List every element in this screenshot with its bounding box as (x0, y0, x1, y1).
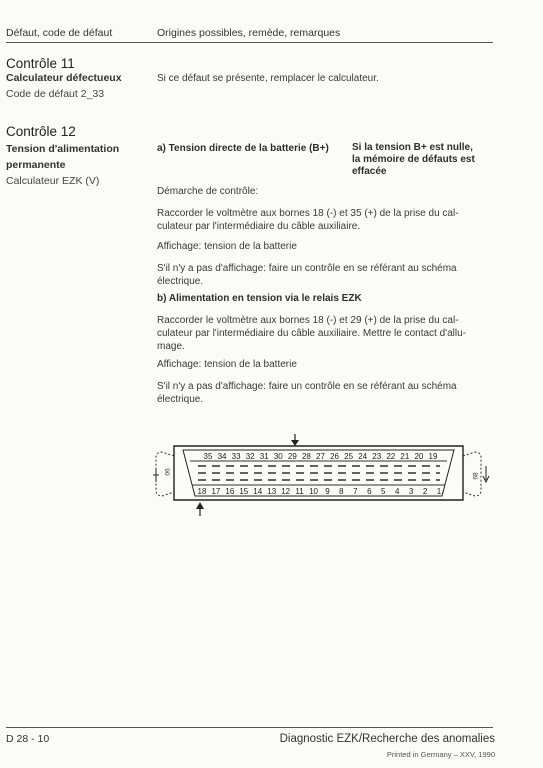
pin-2-label: 2 (422, 487, 428, 496)
section-a-no-display (157, 262, 482, 288)
pin-25-label: 25 (344, 452, 354, 461)
battery-note-line-3: effacée (352, 166, 387, 177)
section-b-instruction-line-3: mage. (157, 341, 185, 352)
pin-35-label: 35 (203, 452, 213, 461)
section-b-no-display-line-1: S'il n'y a pas d'affichage: faire un contrôle en se référant au schéma (157, 381, 457, 392)
section-a-no-display-line-1: S'il n'y a pas d'affichage: faire un contrôle en se référant au schéma (157, 263, 457, 274)
right-side-arrow-icon (483, 466, 489, 482)
control-11-code: Code de défaut 2_33 (6, 88, 105, 100)
column-header-origines: Origines possibles, remède, remarques (157, 27, 341, 39)
control-12-subtitle-1: Tension d'alimentation (6, 143, 120, 155)
control-11-subtitle: Calculateur défectueux (6, 72, 122, 84)
pin-19-label: 19 (428, 452, 438, 461)
pin-17-label: 17 (211, 487, 221, 496)
section-a-instruction-line-1: Raccorder le voltmètre aux bornes 18 (-) et 35 (+) de la prise du cal- (157, 208, 459, 219)
section-b-instruction (157, 314, 482, 353)
pin-29-label: 29 (287, 452, 297, 461)
pin-8-label: 8 (339, 487, 344, 496)
pin-15-label: 15 (239, 487, 249, 496)
control-12-subtitle-2: permanente (6, 159, 66, 171)
connector-bottom-pin-row (198, 487, 442, 496)
footer-rule (6, 727, 493, 728)
arrow-pin-29-icon (291, 434, 299, 446)
footer-title: Diagnostic EZK/Recherche des anomalies (279, 733, 495, 745)
section-b-no-display (157, 380, 482, 406)
control-11-remedy: Si ce défaut se présente, remplacer le calculateur. (157, 73, 379, 84)
pin-16-label: 16 (225, 487, 235, 496)
section-b-no-display-line-2: électrique. (157, 394, 204, 405)
section-b-instruction-line-1: Raccorder le voltmètre aux bornes 18 (-) et 29 (+) de la prise du cal- (157, 315, 459, 326)
battery-note-line-2: la mémoire de défauts est (352, 154, 475, 165)
section-b-instruction-line-2: culateur par l'intermédiaire du câble auxiliaire. Mettre le contact d'allu- (157, 328, 466, 339)
section-a-title: a) Tension directe de la batterie (B+) (157, 143, 329, 154)
battery-note (352, 142, 475, 178)
pin-24-label: 24 (358, 452, 368, 461)
page-number: D 28 - 10 (6, 733, 50, 745)
pin-13-label: 13 (267, 487, 277, 496)
pin-3-label: 3 (408, 487, 414, 496)
pin-18-label: 18 (197, 487, 207, 496)
pin-31-label: 31 (259, 452, 269, 461)
pin-21-label: 21 (400, 452, 410, 461)
section-a-no-display-line-2: électrique. (157, 276, 204, 287)
section-b-title: b) Alimentation en tension via le relais EZK (157, 293, 362, 304)
pin-22-label: 22 (386, 452, 396, 461)
pin-11-label: 11 (295, 487, 304, 496)
section-b-display: Affichage: tension de la batterie (157, 359, 297, 370)
pin-20-label: 20 (414, 452, 424, 461)
column-header-defaut: Défaut, code de défaut (6, 27, 113, 39)
pin-9-label: 9 (325, 487, 330, 496)
printed-note: Printed in Germany – XXV, 1990 (386, 750, 495, 759)
pin-5-label: 5 (381, 487, 386, 496)
pin-27-label: 27 (316, 452, 325, 461)
header-rule (6, 42, 493, 43)
pin-28-label: 28 (301, 452, 311, 461)
pin-30-label: 30 (273, 452, 283, 461)
left-side-arrow-icon (153, 468, 159, 482)
section-a-display: Affichage: tension de la batterie (157, 241, 297, 252)
pin-12-label: 12 (281, 487, 291, 496)
ecu-connector-diagram (150, 432, 490, 518)
pin-10-label: 10 (309, 487, 318, 496)
pin-14-label: 14 (253, 487, 263, 496)
section-a-instruction (157, 207, 482, 233)
control-11-title: Contrôle 11 (6, 56, 75, 71)
section-a-instruction-line-2: culateur par l'intermédiaire du câble auxiliaire. (157, 221, 361, 232)
connector-side-label-left: 90 (163, 468, 170, 476)
pin-4-label: 4 (394, 487, 400, 496)
connector-side-label-right: 89 (471, 472, 478, 480)
pin-32-label: 32 (245, 452, 255, 461)
control-12-title: Contrôle 12 (6, 124, 76, 139)
pin-1-label: 1 (436, 487, 442, 496)
pin-7-label: 7 (353, 487, 358, 496)
pin-23-label: 23 (372, 452, 382, 461)
connector-top-pin-row (204, 452, 438, 461)
pin-26-label: 26 (330, 452, 340, 461)
pin-6-label: 6 (367, 487, 372, 496)
pin-34-label: 34 (217, 452, 227, 461)
demarche-label: Démarche de contrôle: (157, 186, 259, 197)
pin-33-label: 33 (231, 452, 241, 461)
battery-note-line-1: Si la tension B+ est nulle, (352, 142, 473, 153)
control-12-unit: Calculateur EZK (V) (6, 175, 100, 187)
arrow-pin-18-icon (196, 502, 204, 516)
